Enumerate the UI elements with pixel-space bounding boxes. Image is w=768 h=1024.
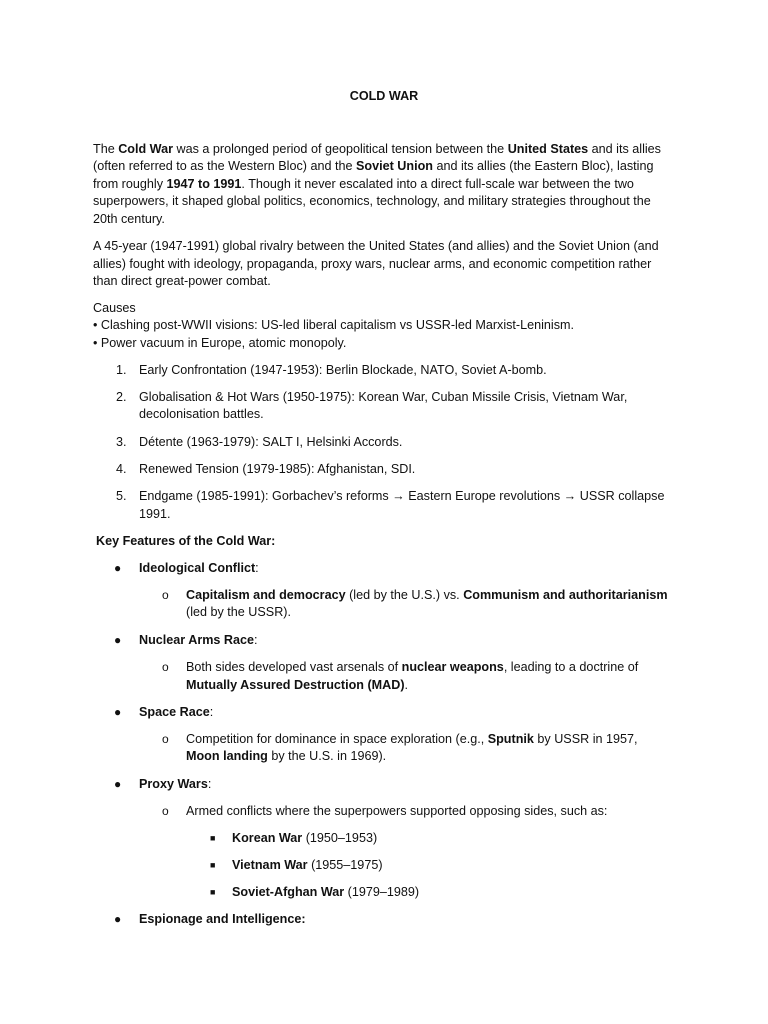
list-item-number: 4. [116,462,127,476]
causes-heading: Causes [93,301,136,315]
list-item-number: 3. [116,435,127,449]
square-bullet-icon: ■ [210,833,216,843]
list-item-continuation: 1991. [139,507,171,521]
square-bullet-icon: ■ [210,887,216,897]
feature-detail-continuation: Moon landing by the U.S. in 1969). [186,749,387,763]
circle-bullet-icon: o [162,804,169,818]
feature-space: Space Race: [139,705,214,719]
list-item: Endgame (1985-1991): Gorbachev’s reforms → Eastern Europe revolutions → USSR collapse [139,489,665,503]
proxy-war-item: Soviet-Afghan War (1979–1989) [232,885,420,899]
feature-detail: Armed conflicts where the superpowers supported opposing sides, such as: [186,804,608,818]
summary-line: than direct great-power combat. [93,274,271,288]
feature-espionage: Espionage and Intelligence: [139,912,306,926]
list-item: Renewed Tension (1979-1985): Afghanistan, SDI. [139,462,416,476]
feature-detail: Competition for dominance in space exploration (e.g., Sputnik by USSR in 1957, [186,732,638,746]
feature-detail-continuation: (led by the USSR). [186,605,291,619]
square-bullet-icon: ■ [210,860,216,870]
intro-line-5: 20th century. [93,212,165,226]
bullet-icon: ● [114,705,122,719]
intro-line-2: (often referred to as the Western Bloc) and the Soviet Union and its allies (the Eastern Bloc), lasting [93,159,654,173]
bullet-icon: ● [114,561,122,575]
circle-bullet-icon: o [162,660,169,674]
proxy-war-item: Vietnam War (1955–1975) [232,858,383,872]
summary-line: allies) fought with ideology, propaganda, proxy wars, nuclear arms, and economic competition rather [93,257,652,271]
list-item: Early Confrontation (1947-1953): Berlin Blockade, NATO, Soviet A-bomb. [139,363,547,377]
list-item-number: 1. [116,363,127,377]
bullet-icon: ● [114,777,122,791]
list-item-number: 2. [116,390,127,404]
intro-line-4: superpowers, it shaped global politics, economics, technology, and military strategies throughout the [93,194,651,208]
list-item: Globalisation & Hot Wars (1950-1975): Korean War, Cuban Missile Crisis, Vietnam War, [139,390,628,404]
circle-bullet-icon: o [162,588,169,602]
intro-line-1: The Cold War was a prolonged period of geopolitical tension between the United States and its allies [93,142,661,156]
list-item-continuation: decolonisation battles. [139,407,264,421]
page-title: COLD WAR [349,89,419,103]
feature-nuclear: Nuclear Arms Race: [139,633,258,647]
summary-line: A 45-year (1947-1991) global rivalry between the United States (and allies) and the Soviet Union (and [93,239,659,253]
list-item: Détente (1963-1979): SALT I, Helsinki Accords. [139,435,403,449]
feature-detail-continuation: Mutually Assured Destruction (MAD). [186,678,409,692]
feature-detail: Capitalism and democracy (led by the U.S.) vs. Communism and authoritarianism [186,588,668,602]
cause-item: • Power vacuum in Europe, atomic monopoly. [93,336,347,350]
key-features-heading: Key Features of the Cold War: [96,534,276,548]
bullet-icon: ● [114,912,122,926]
feature-proxy-wars: Proxy Wars: [139,777,212,791]
list-item-number: 5. [116,489,127,503]
proxy-war-item: Korean War (1950–1953) [232,831,378,845]
cause-item: • Clashing post-WWII visions: US-led liberal capitalism vs USSR-led Marxist-Leninism. [93,318,575,332]
feature-ideological: Ideological Conflict: [139,561,259,575]
circle-bullet-icon: o [162,732,169,746]
bullet-icon: ● [114,633,122,647]
intro-line-3: from roughly 1947 to 1991. Though it never escalated into a direct full-scale war between the two [93,177,634,191]
feature-detail: Both sides developed vast arsenals of nuclear weapons, leading to a doctrine of [186,660,639,674]
